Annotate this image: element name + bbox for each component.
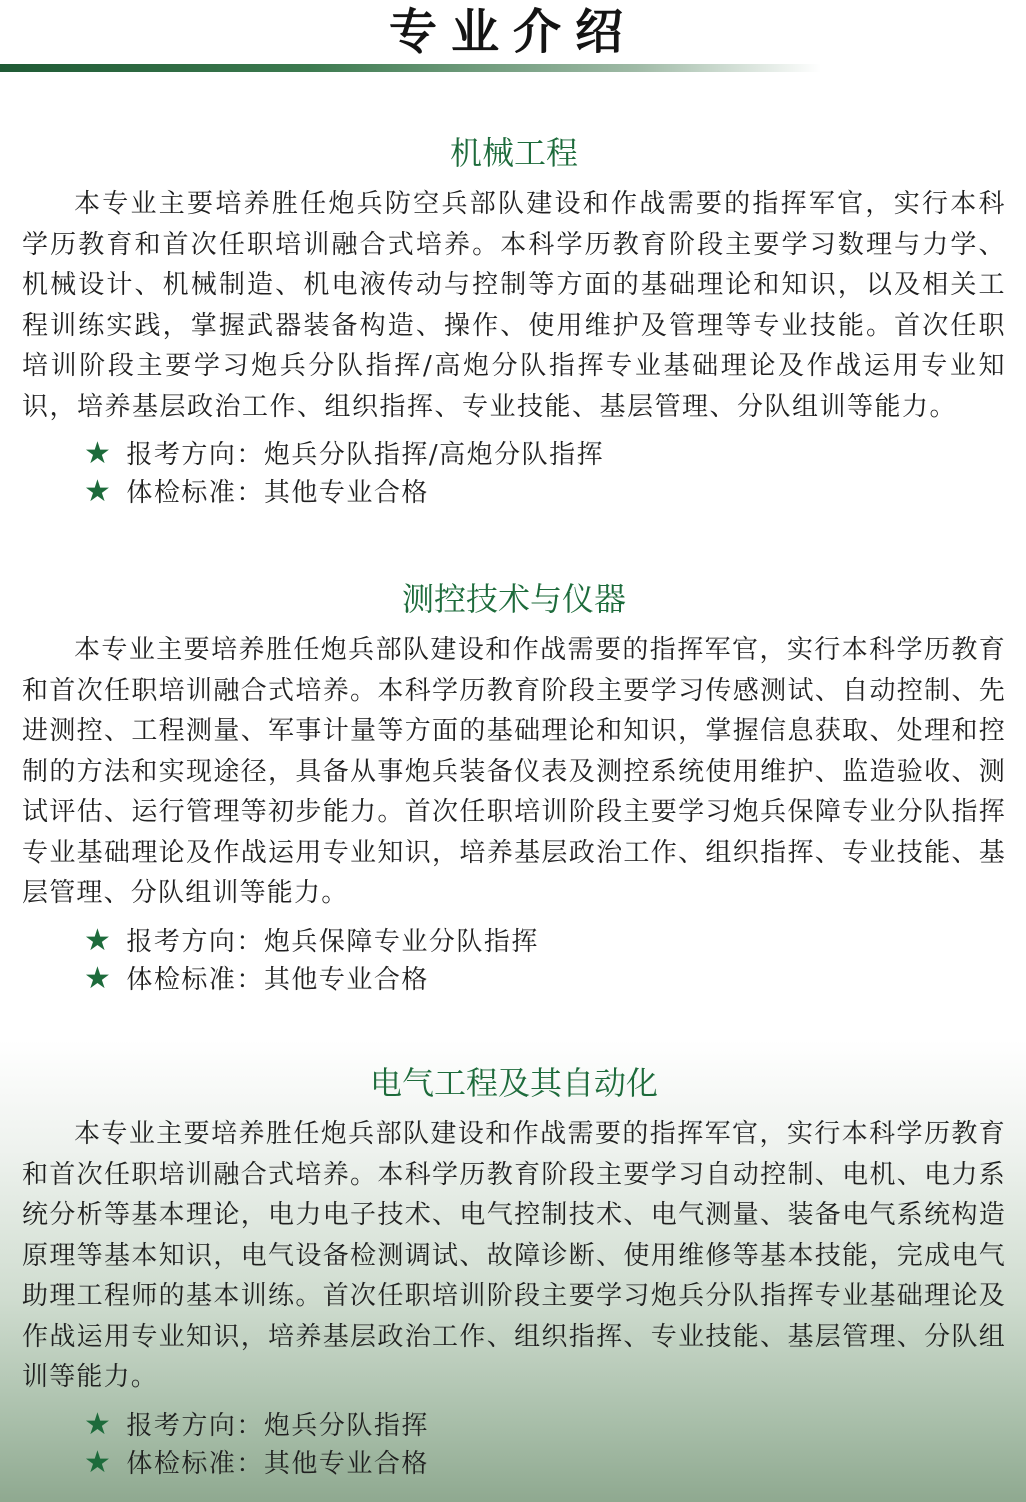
section-title: 机械工程: [449, 134, 578, 172]
section-title: 电气工程及其自动化: [369, 1064, 658, 1102]
bullet-medical-standard: [84, 1444, 1006, 1482]
star-icon: ★: [84, 960, 113, 996]
bullet-list: [22, 435, 1006, 511]
star-icon: ★: [84, 436, 113, 471]
bullet-text: 体检标准：其他专业合格: [126, 478, 429, 508]
star-icon: ★: [84, 1444, 113, 1480]
star-icon: ★: [84, 1406, 113, 1442]
star-icon: ★: [84, 474, 113, 509]
page-title: 专业介绍: [388, 4, 637, 60]
bullet-text: 报考方向：炮兵分队指挥: [126, 1410, 429, 1441]
section-body: 本专业主要培养胜任炮兵防空兵部队建设和作战需要的指挥军官，实行本科学历教育和首次任职培训融合式培养。本科学历教育阶段主要学习数理与力学、机械设计、机械制造、机电液传动与控制等方面的基础理论和知识，以及相关工程训练实践，掌握武器装备构造、操作、使用维护及管理等专业技能。首次任职培训阶段主要学习炮兵分队指挥/高炮分队指挥专业基础理论及作战运用专业知识，培养基层政治工作、组织指挥、专业技能、基层管理、分队组训等能力。: [22, 189, 1006, 422]
bullet-list: [22, 1406, 1006, 1482]
section-title: 测控技术与仪器: [401, 580, 626, 618]
bullet-medical-standard: [84, 960, 1006, 998]
bullet-text: 报考方向：炮兵保障专业分队指挥: [126, 926, 539, 957]
star-icon: ★: [84, 922, 113, 958]
section-measurement-control: [22, 576, 1006, 998]
section-mechanical-engineering: [22, 130, 1006, 511]
bullet-apply-direction: [84, 1406, 1006, 1444]
bullet-medical-standard: [84, 473, 1006, 511]
title-divider: [0, 64, 1026, 72]
bullet-list: [22, 922, 1006, 998]
section-body: 本专业主要培养胜任炮兵部队建设和作战需要的指挥军官，实行本科学历教育和首次任职培训融合式培养。本科学历教育阶段主要学习自动控制、电机、电力系统分析等基本理论，电力电子技术、电气控制技术、电气测量、装备电气系统构造原理等基本知识，电气设备检测调试、故障诊断、使用维修等基本技能，完成电气助理工程师的基本训练。首次任职培训阶段主要学习炮兵分队指挥专业基础理论及作战运用专业知识，培养基层政治工作、组织指挥、专业技能、基层管理、分队组训等能力。: [22, 1119, 1006, 1392]
section-electrical-engineering: [22, 1060, 1006, 1482]
bullet-apply-direction: [84, 922, 1006, 960]
section-body: 本专业主要培养胜任炮兵部队建设和作战需要的指挥军官，实行本科学历教育和首次任职培训融合式培养。本科学历教育阶段主要学习传感测试、自动控制、先进测控、工程测量、军事计量等方面的基础理论和知识，掌握信息获取、处理和控制的方法和实现途径，具备从事炮兵装备仪表及测控系统使用维护、监造验收、测试评估、运行管理等初步能力。首次任职培训阶段主要学习炮兵保障专业分队指挥专业基础理论及作战运用专业知识，培养基层政治工作、组织指挥、专业技能、基层管理、分队组训等能力。: [22, 635, 1006, 908]
bullet-text: 体检标准：其他专业合格: [126, 1448, 429, 1479]
bullet-text: 体检标准：其他专业合格: [126, 964, 429, 995]
bullet-apply-direction: [84, 435, 1006, 473]
bullet-text: 报考方向：炮兵分队指挥/高炮分队指挥: [126, 440, 605, 470]
